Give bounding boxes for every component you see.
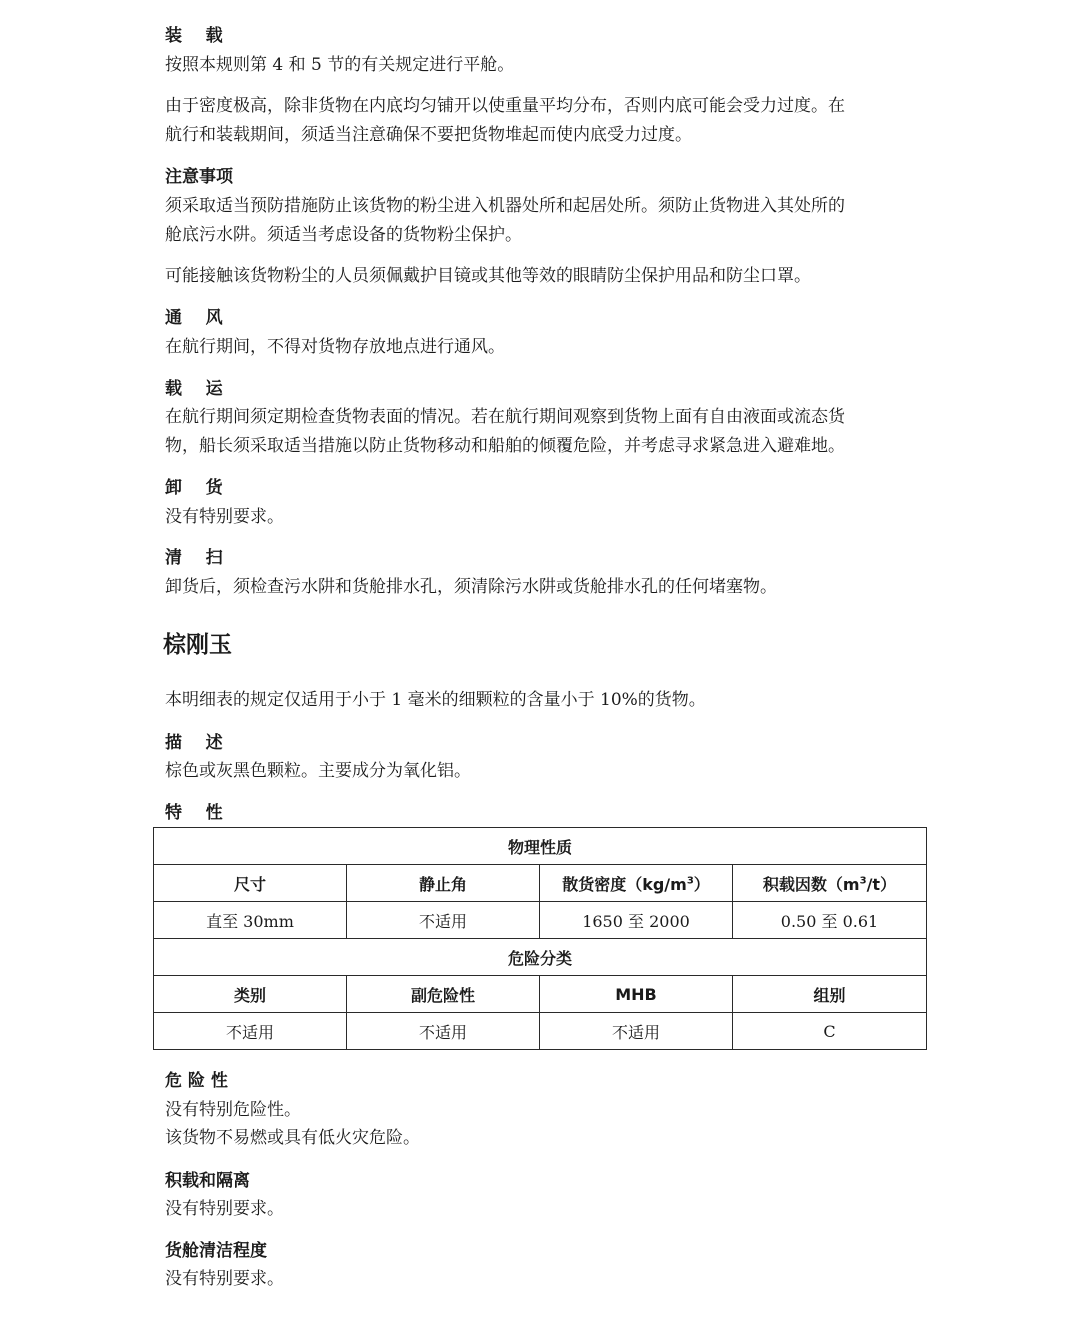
section-heading-description: 描 述: [165, 733, 223, 753]
section-heading-stowage-segregation: 积载和隔离: [165, 1171, 250, 1191]
section-heading-hold-cleanliness: 货舱清洁程度: [165, 1241, 267, 1261]
description-paragraph: 棕色或灰黑色颗粒。主要成分为氧化铝。: [165, 761, 471, 781]
value-angle-of-repose: 不适用: [347, 902, 540, 939]
bulk-density-suffix: ）: [693, 874, 710, 894]
table-row: [154, 976, 927, 1013]
table-row: [154, 1013, 927, 1050]
table-row: [154, 828, 927, 865]
stowage-factor-exponent: 3: [859, 875, 867, 887]
value-size: 直至 30mm: [154, 902, 347, 939]
characteristics-table: [153, 827, 927, 1050]
loading-paragraph-2-line-2: 航行和装载期间，须适当注意确保不要把货物堆起而使内底受力过度。: [165, 125, 692, 145]
hazard-paragraph-1: 没有特别危险性。: [165, 1100, 301, 1120]
header-size: 尺寸: [154, 865, 347, 902]
carriage-paragraph-line-2: 物，船长须采取适当措施以防止货物移动和船舶的倾覆危险，并考虑寻求紧急进入避难地。: [165, 436, 845, 456]
stowage-factor-suffix: /t）: [866, 874, 897, 894]
carriage-paragraph-line-1: 在航行期间须定期检查货物表面的情况。若在航行期间观察到货物上面有自由液面或流态货: [165, 407, 845, 427]
stowage-factor-label: 积载因数（m: [762, 874, 860, 894]
loading-paragraph-1: 按照本规则第 4 和 5 节的有关规定进行平舱。: [165, 55, 515, 75]
header-subsidiary-hazard: 副危险性: [347, 976, 540, 1013]
header-class: 类别: [154, 976, 347, 1013]
hazard-classification-title: 危险分类: [154, 939, 927, 976]
discharge-paragraph: 没有特别要求。: [165, 507, 284, 527]
section-heading-loading: 装 载: [165, 26, 223, 46]
value-subsidiary-hazard: 不适用: [347, 1013, 540, 1050]
value-bulk-density: 1650 至 2000: [540, 902, 733, 939]
header-mhb: MHB: [540, 976, 733, 1013]
header-bulk-density: [540, 865, 733, 902]
ventilation-paragraph: 在航行期间，不得对货物存放地点进行通风。: [165, 337, 505, 357]
cargo-title: 棕刚玉: [163, 632, 232, 658]
table-row: [154, 902, 927, 939]
header-angle-of-repose: 静止角: [347, 865, 540, 902]
section-heading-carriage: 载 运: [165, 379, 223, 399]
clean-up-paragraph: 卸货后，须检查污水阱和货舱排水孔，须清除污水阱或货舱排水孔的任何堵塞物。: [165, 577, 777, 597]
hold-cleanliness-paragraph: 没有特别要求。: [165, 1269, 284, 1289]
value-mhb: 不适用: [540, 1013, 733, 1050]
hazard-paragraph-2: 该货物不易燃或具有低火灾危险。: [165, 1128, 420, 1148]
value-stowage-factor: 0.50 至 0.61: [733, 902, 927, 939]
bulk-density-exponent: 3: [686, 875, 694, 887]
cargo-intro: 本明细表的规定仅适用于小于 1 毫米的细颗粒的含量小于 10%的货物。: [165, 690, 706, 710]
precautions-paragraph-1-line-1: 须采取适当预防措施防止该货物的粉尘进入机器处所和起居处所。须防止货物进入其处所的: [165, 196, 845, 216]
header-group: 组别: [733, 976, 927, 1013]
physical-properties-title: 物理性质: [154, 828, 927, 865]
section-heading-hazard: 危 险 性: [165, 1071, 228, 1091]
section-heading-clean-up: 清 扫: [165, 548, 223, 568]
header-stowage-factor: [733, 865, 927, 902]
bulk-density-label: 散货密度（kg/m: [562, 874, 687, 894]
section-heading-precautions: 注意事项: [165, 167, 233, 187]
stowage-paragraph: 没有特别要求。: [165, 1199, 284, 1219]
precautions-paragraph-1-line-2: 舱底污水阱。须适当考虑设备的货物粉尘保护。: [165, 225, 522, 245]
value-group: C: [733, 1013, 927, 1050]
value-class: 不适用: [154, 1013, 347, 1050]
section-heading-discharge: 卸 货: [165, 478, 223, 498]
table-row: [154, 939, 927, 976]
section-heading-characteristics: 特 性: [165, 803, 223, 823]
table-row: [154, 865, 927, 902]
precautions-paragraph-2: 可能接触该货物粉尘的人员须佩戴护目镜或其他等效的眼睛防尘保护用品和防尘口罩。: [165, 266, 811, 286]
loading-paragraph-2-line-1: 由于密度极高，除非货物在内底均匀铺开以使重量平均分布，否则内底可能会受力过度。在: [165, 96, 845, 116]
section-heading-ventilation: 通 风: [165, 308, 223, 328]
